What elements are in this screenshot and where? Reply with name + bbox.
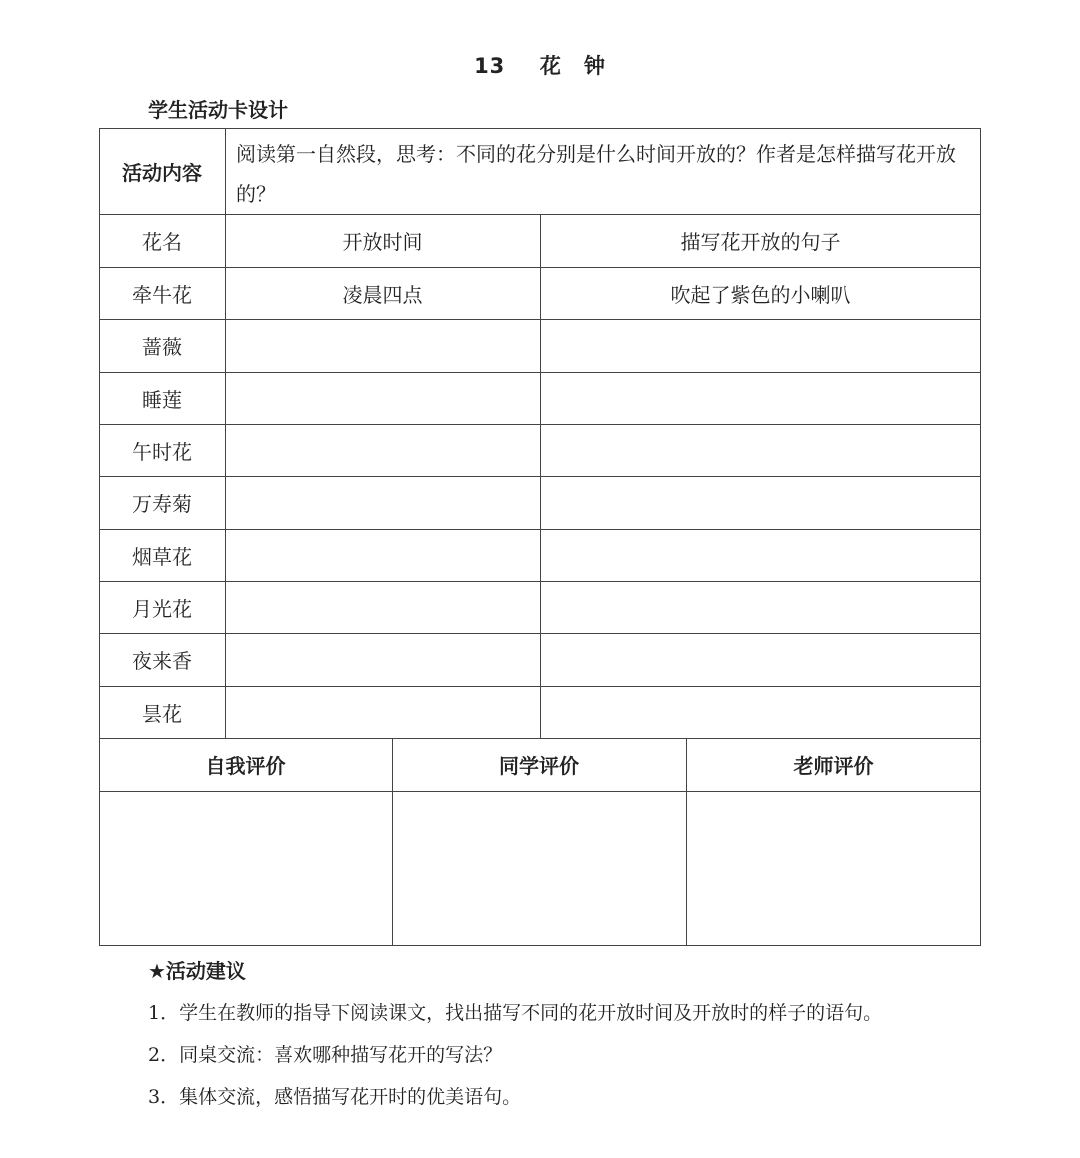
bloom-time-cell: 凌晨四点 — [342, 282, 423, 307]
bloom-time-cell — [225, 424, 540, 476]
description-cell — [540, 686, 981, 738]
bloom-time-cell — [225, 686, 540, 738]
description-cell — [540, 581, 981, 633]
flower-name-cell: 万寿菊 — [132, 492, 192, 516]
lesson-name: 花 钟 — [539, 54, 606, 78]
flower-name-cell: 月光花 — [132, 596, 192, 621]
flower-name-cell: 牵牛花 — [132, 282, 192, 307]
suggestion-item: 2．同桌交流：喜欢哪种描写花开的写法？ — [148, 1044, 503, 1066]
peer-evaluation-header: 同学评价 — [499, 754, 579, 778]
self-evaluation-box — [99, 791, 392, 946]
flower-name-cell: 午时花 — [132, 439, 192, 464]
header-bloom-time: 开放时间 — [342, 230, 423, 254]
suggestion-item: 3．集体交流，感悟描写花开时的优美语句。 — [148, 1086, 522, 1108]
lesson-number: 13 — [474, 54, 506, 78]
flower-name-cell: 昙花 — [142, 701, 182, 726]
teacher-evaluation-header: 老师评价 — [793, 754, 874, 778]
activity-label: 活动内容 — [122, 160, 202, 185]
peer-evaluation-box — [392, 791, 686, 946]
description-cell — [540, 529, 981, 581]
bloom-time-cell — [225, 372, 540, 424]
bloom-time-cell — [225, 581, 540, 633]
flower-name-cell: 睡莲 — [142, 387, 182, 412]
description-cell — [540, 424, 981, 476]
description-cell — [540, 633, 981, 686]
flower-name-cell: 夜来香 — [132, 649, 192, 673]
self-evaluation-header: 自我评价 — [205, 754, 286, 778]
card-subtitle: 学生活动卡设计 — [148, 98, 288, 122]
suggestion-item: 1．学生在教师的指导下阅读课文，找出描写不同的花开放时间及开放时的样子的语句。 — [148, 1002, 883, 1024]
page-title — [0, 50, 1080, 80]
bloom-time-cell — [225, 319, 540, 372]
description-cell: 吹起了紫色的小喇叭 — [670, 282, 851, 307]
flower-name-cell: 烟草花 — [132, 544, 192, 569]
header-flower-name: 花名 — [142, 230, 182, 254]
description-cell — [540, 476, 981, 529]
description-cell — [540, 372, 981, 424]
teacher-evaluation-box — [686, 791, 981, 946]
activity-suggestions-title: ★活动建议 — [148, 959, 246, 983]
header-description: 描写花开放的句子 — [680, 230, 841, 254]
activity-content: 阅读第一自然段，思考：不同的花分别是什么时间开放的？作者是怎样描写花开放的？ — [236, 142, 956, 206]
bloom-time-cell — [225, 529, 540, 581]
bloom-time-cell — [225, 633, 540, 686]
description-cell — [540, 319, 981, 372]
bloom-time-cell — [225, 476, 540, 529]
flower-name-cell: 蔷薇 — [142, 335, 182, 359]
